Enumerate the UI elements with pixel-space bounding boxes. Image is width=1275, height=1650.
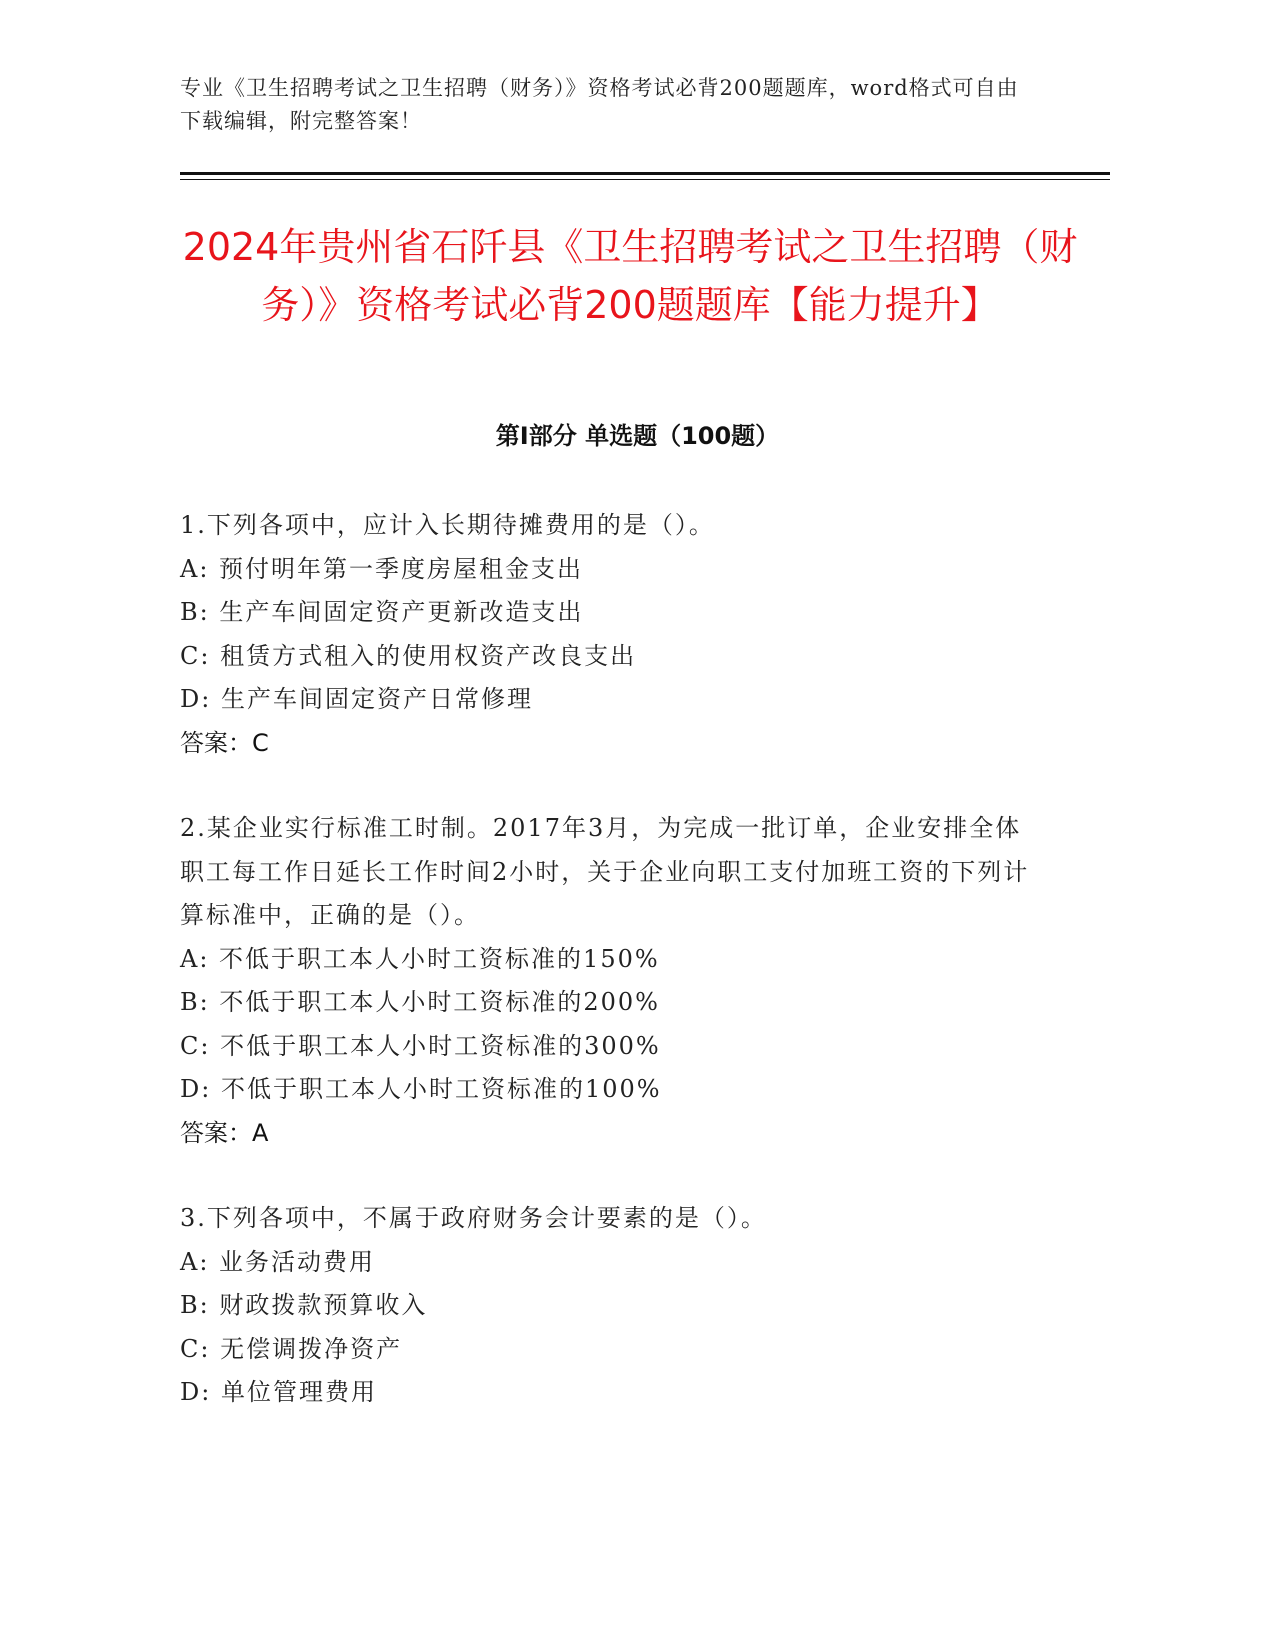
header-note: 专业《卫生招聘考试之卫生招聘（财务）》资格考试必背200题题库，word格式可自由下载编辑，附完整答案！ [180, 76, 1019, 133]
option-b: B: 生产车间固定资产更新改造支出 [180, 598, 584, 626]
option-b: B: 财政拨款预算收入 [180, 1291, 428, 1319]
question-stem: 3.下列各项中，不属于政府财务会计要素的是（）。 [180, 1204, 767, 1232]
question-list [180, 504, 1040, 1457]
option-b: B: 不低于职工本人小时工资标准的200% [180, 988, 660, 1016]
question-stem: 2.某企业实行标准工时制。2017年3月，为完成一批订单，企业安排全体职工每工作日延长工作时间2小时，关于企业向职工支付加班工资的下列计算标准中，正确的是（）。 [180, 814, 1030, 929]
option-d: D: 单位管理费用 [180, 1378, 377, 1406]
option-a: A: 预付明年第一季度房屋租金支出 [180, 554, 584, 583]
question-3 [180, 1197, 1040, 1415]
option-d: D: 不低于职工本人小时工资标准的100% [180, 1075, 662, 1103]
answer: 答案：A [180, 1118, 269, 1147]
section-heading: 第I部分 单选题（100题） [495, 422, 780, 450]
header-rule-thin [180, 179, 1110, 180]
option-c: C: 无偿调拨净资产 [180, 1334, 403, 1363]
question-1 [180, 504, 1040, 765]
question-2 [180, 807, 1040, 1155]
option-d: D: 生产车间固定资产日常修理 [180, 685, 533, 713]
option-a: A: 不低于职工本人小时工资标准的150% [180, 944, 660, 973]
question-stem: 1.下列各项中，应计入长期待摊费用的是（）。 [180, 511, 715, 539]
document-title: 2024年贵州省石阡县《卫生招聘考试之卫生招聘（财务）》资格考试必背200题题库【能力提升】 [182, 225, 1078, 327]
answer: 答案：C [180, 728, 269, 757]
option-a: A: 业务活动费用 [180, 1247, 376, 1276]
option-c: C: 租赁方式租入的使用权资产改良支出 [180, 641, 637, 670]
option-c: C: 不低于职工本人小时工资标准的300% [180, 1031, 661, 1060]
header-rule-thick [180, 172, 1110, 175]
